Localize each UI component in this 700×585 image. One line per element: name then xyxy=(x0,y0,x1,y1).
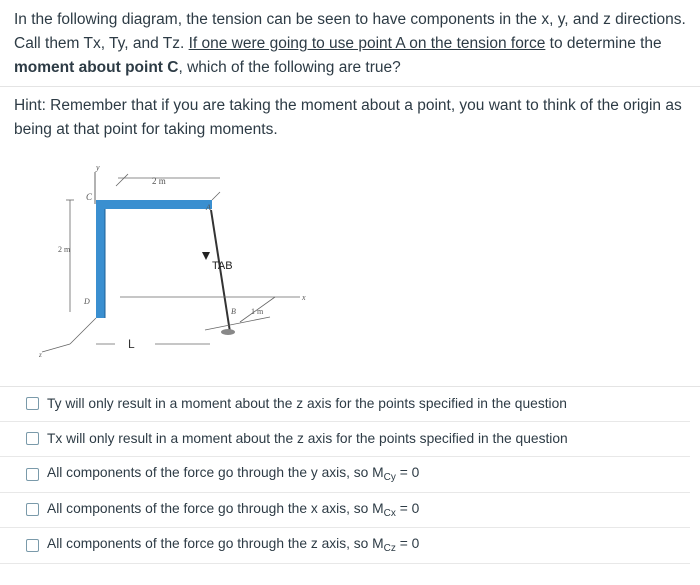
tension-label: TAB xyxy=(212,260,233,272)
question-text xyxy=(14,8,690,80)
answer-text: Tx will only result in a moment about the z axis for the points specified in the question xyxy=(47,431,568,447)
answer-text xyxy=(47,536,419,554)
checkbox[interactable] xyxy=(26,432,39,445)
point-d-label: D xyxy=(84,297,90,306)
answer-option-3[interactable] xyxy=(0,457,690,493)
answer-subscript: Cy xyxy=(383,472,396,484)
point-c-label: C xyxy=(86,192,93,202)
answer-suffix: = 0 xyxy=(395,500,420,516)
answer-text xyxy=(47,501,419,519)
top-dimension-label: 2 m xyxy=(152,176,166,186)
answer-subscript: Cz xyxy=(383,543,396,555)
answer-option-5[interactable] xyxy=(0,528,690,564)
point-b-label: B xyxy=(231,307,236,316)
anchor-b xyxy=(221,329,235,335)
tension-arrow xyxy=(202,252,210,260)
answer-text-main: All components of the force go through the z axis, so M xyxy=(47,536,384,552)
z-axis-line xyxy=(70,318,96,344)
checkbox[interactable] xyxy=(26,397,39,410)
left-dimension-label: 2 m xyxy=(58,245,71,254)
checkbox[interactable] xyxy=(26,468,39,481)
answer-text xyxy=(47,465,419,483)
b-dimension-label: 1 m xyxy=(251,307,264,316)
checkbox[interactable] xyxy=(26,539,39,552)
question-bold: moment about point C xyxy=(14,59,179,76)
divider xyxy=(0,86,700,87)
top-beam xyxy=(96,200,212,209)
checkbox[interactable] xyxy=(26,503,39,516)
z-axis-label: z xyxy=(39,351,42,359)
y-axis-label: y xyxy=(96,163,100,172)
frame-diagram xyxy=(30,152,330,372)
answer-subscript: Cx xyxy=(383,507,396,519)
answer-option-1[interactable] xyxy=(0,386,690,422)
question-part2: to determine the xyxy=(545,35,662,52)
answer-text-main: All components of the force go through the x axis, so M xyxy=(47,500,384,516)
x-axis-label: x xyxy=(302,293,306,302)
point-a-label: A xyxy=(206,203,211,212)
answer-option-2[interactable] xyxy=(0,422,690,458)
answer-list xyxy=(0,386,690,564)
answer-suffix: = 0 xyxy=(395,465,420,481)
answer-suffix: = 0 xyxy=(395,536,420,552)
answer-text-main: All components of the force go through the y axis, so M xyxy=(47,465,384,481)
hint-text: Hint: Remember that if you are taking the moment about a point, you want to think of the origin as being at that point for taking moments. xyxy=(14,97,682,138)
answer-option-4[interactable] xyxy=(0,493,690,529)
question-underlined: If one were going to use point A on the tension force xyxy=(188,35,546,52)
answer-text: Ty will only result in a moment about the z axis for the points specified in the question xyxy=(47,395,567,411)
question-part1: In the following diagram, the tension can be seen to have components in the x, y, and z directions. Call them Tx, Ty, and Tz. xyxy=(14,11,686,52)
question-part3: , which of the following are true? xyxy=(178,59,401,76)
vertical-column xyxy=(96,200,105,318)
length-label: L xyxy=(128,337,135,351)
